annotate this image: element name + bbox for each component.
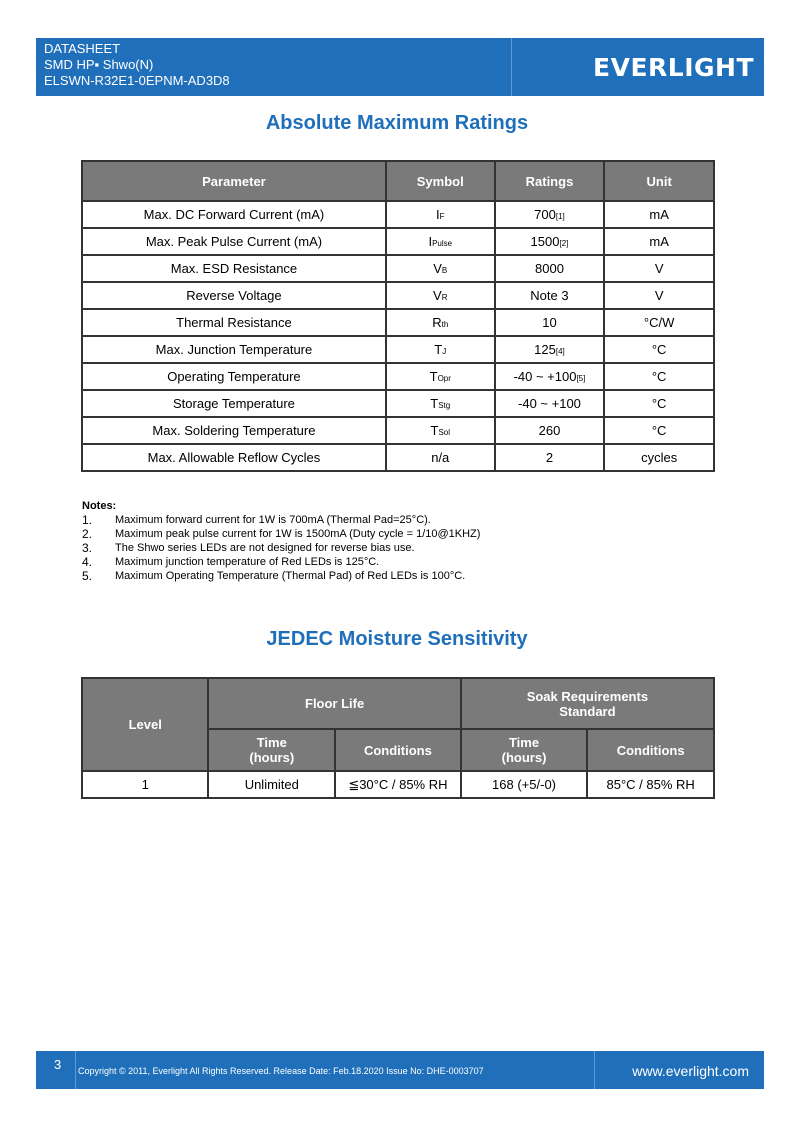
parameter-cell: [82, 282, 386, 309]
table-row: [82, 336, 714, 363]
unit-cell: [604, 201, 714, 228]
amr-header-symbol: Symbol: [386, 161, 495, 201]
rating-text: 8000: [535, 261, 564, 276]
parameter-cell: [82, 201, 386, 228]
table-row: [82, 255, 714, 282]
parameter-cell: [82, 363, 386, 390]
soak-requirements-header: Soak Requirements Standard: [461, 678, 714, 729]
symbol-cell: [386, 444, 495, 471]
unit-text: °C/W: [643, 315, 675, 330]
header-text: [44, 41, 230, 89]
note-item: 3. The Shwo series LEDs are not designed for reverse bias use.: [82, 541, 415, 555]
rating-cell: [495, 336, 605, 363]
parameter-cell: [82, 417, 386, 444]
sym-sub-text: Sol: [438, 428, 451, 437]
unit-cell: [604, 282, 714, 309]
sym-sub-text: B: [441, 266, 448, 275]
unit-text: °C: [651, 369, 667, 384]
soak-time-header: Time (hours): [461, 729, 588, 771]
parameter-cell: [82, 390, 386, 417]
floor-time-cell: Unlimited: [208, 771, 335, 798]
rating-cell: [495, 282, 605, 309]
parameter-cell: [82, 228, 386, 255]
amr-header-row: [82, 161, 714, 201]
rating-sub-text: [2]: [559, 239, 569, 248]
amr-header-parameter: Parameter: [82, 161, 386, 201]
header-divider: [511, 38, 512, 96]
unit-cell: [604, 255, 714, 282]
symbol-cell: [386, 309, 495, 336]
unit-text: °C: [651, 423, 667, 438]
rating-cell: [495, 309, 605, 336]
unit-text: V: [654, 261, 664, 276]
rating-text: 2: [545, 450, 554, 465]
sym-sub-text: F: [439, 212, 445, 221]
rating-sub-text: [5]: [576, 374, 586, 383]
param-text: Max. Junction Temperature: [155, 342, 313, 357]
floor-life-header: Floor Life: [208, 678, 460, 729]
sym-sub-text: th: [441, 320, 449, 329]
rating-cell: [495, 444, 605, 471]
table-row: [82, 771, 714, 798]
level-header: Level: [82, 678, 208, 771]
sym-text: n/a: [431, 450, 450, 465]
floor-time-header: Time (hours): [208, 729, 335, 771]
unit-text: cycles: [641, 450, 678, 465]
sym-sub-text: R: [441, 293, 448, 302]
param-text: Max. Allowable Reflow Cycles: [147, 450, 321, 465]
jedec-title: JEDEC Moisture Sensitivity: [266, 628, 528, 650]
unit-text: mA: [649, 234, 669, 249]
table-row: [82, 444, 714, 471]
page-footer: [36, 1051, 764, 1089]
rating-sub-text: [1]: [555, 212, 565, 221]
sym-text: V: [433, 288, 442, 303]
level-cell: 1: [82, 771, 208, 798]
param-text: Max. Soldering Temperature: [152, 423, 316, 438]
table-row: [82, 282, 714, 309]
symbol-cell: [386, 282, 495, 309]
sym-text: T: [429, 369, 438, 384]
sym-sub-text: Stg: [438, 401, 451, 410]
sym-sub-text: Opr: [437, 374, 451, 383]
unit-text: °C: [651, 342, 667, 357]
jedec-header-row-1: [82, 678, 714, 729]
floor-conditions-header: Conditions: [335, 729, 461, 771]
rating-text: 700: [534, 207, 556, 222]
amr-header-ratings: Ratings: [495, 161, 605, 201]
parameter-cell: [82, 255, 386, 282]
table-row: [82, 309, 714, 336]
symbol-cell: [386, 201, 495, 228]
footer-divider: [75, 1051, 76, 1089]
symbol-cell: [386, 228, 495, 255]
table-row: [82, 201, 714, 228]
notes-section: [82, 499, 480, 583]
amr-table: [81, 160, 715, 472]
sym-text: T: [434, 342, 443, 357]
header-line-3: ELSWN-R32E1-0EPNM-AD3D8: [44, 73, 230, 88]
notes-title: Notes:: [82, 500, 117, 512]
sym-text: I: [436, 207, 440, 222]
sym-text: T: [430, 423, 439, 438]
symbol-cell: [386, 390, 495, 417]
unit-cell: [604, 390, 714, 417]
rating-text: Note 3: [530, 288, 569, 303]
rating-cell: [495, 390, 605, 417]
unit-cell: [604, 228, 714, 255]
note-item: 1. Maximum forward current for 1W is 700mA (Thermal Pad=25°C).: [82, 513, 431, 527]
unit-cell: [604, 309, 714, 336]
parameter-cell: [82, 444, 386, 471]
param-text: Storage Temperature: [173, 396, 295, 411]
floor-conditions-cell: ≦30°C / 85% RH: [335, 771, 461, 798]
param-text: Reverse Voltage: [186, 288, 282, 303]
rating-text: 125: [534, 342, 556, 357]
amr-title: Absolute Maximum Ratings: [265, 112, 529, 134]
symbol-cell: [386, 255, 495, 282]
rating-text: -40 ~ +100: [513, 369, 577, 384]
sym-text: V: [433, 261, 442, 276]
unit-text: mA: [649, 207, 669, 222]
param-text: Max. Peak Pulse Current (mA): [145, 234, 323, 249]
everlight-logo: EVERLIGHT: [593, 53, 754, 82]
soak-conditions-header: Conditions: [587, 729, 714, 771]
table-row: [82, 417, 714, 444]
note-item: 5. Maximum Operating Temperature (Thermal Pad) of Red LEDs is 100°C.: [82, 569, 466, 583]
soak-conditions-cell: 85°C / 85% RH: [587, 771, 714, 798]
note-item: 4. Maximum junction temperature of Red LEDs is 125°C.: [82, 555, 380, 569]
rating-sub-text: [4]: [555, 347, 565, 356]
table-row: [82, 363, 714, 390]
rating-cell: [495, 255, 605, 282]
note-item: 2. Maximum peak pulse current for 1W is 1500mA (Duty cycle = 1/10@1KHZ): [82, 527, 481, 541]
rating-text: 1500: [530, 234, 560, 249]
symbol-cell: [386, 417, 495, 444]
sym-text: R: [432, 315, 442, 330]
param-text: Max. DC Forward Current (mA): [143, 207, 325, 222]
rating-text: 10: [542, 315, 557, 330]
table-row: [82, 228, 714, 255]
unit-cell: [604, 444, 714, 471]
header-line-2: SMD HP▪ Shwo(N): [44, 57, 154, 72]
unit-cell: [604, 336, 714, 363]
rating-cell: [495, 417, 605, 444]
sym-text: T: [430, 396, 439, 411]
parameter-cell: [82, 336, 386, 363]
website-link[interactable]: www.everlight.com: [632, 1063, 749, 1079]
symbol-cell: [386, 336, 495, 363]
rating-text: -40 ~ +100: [518, 396, 581, 411]
symbol-cell: [386, 363, 495, 390]
sym-sub-text: Pulse: [432, 239, 453, 248]
sym-sub-text: J: [442, 347, 447, 356]
rating-cell: [495, 201, 605, 228]
param-text: Max. ESD Resistance: [170, 261, 298, 276]
copyright-text: Copyright © 2011, Everlight All Rights Reserved. Release Date: Feb.18.2020 Issue No: DHE-0003707: [78, 1066, 484, 1076]
page-number: 3: [54, 1057, 62, 1072]
rating-cell: [495, 363, 605, 390]
footer-divider: [594, 1051, 595, 1089]
soak-time-cell: 168 (+5/-0): [461, 771, 588, 798]
jedec-table: [81, 677, 715, 799]
table-row: [82, 390, 714, 417]
unit-cell: [604, 363, 714, 390]
param-text: Thermal Resistance: [176, 315, 292, 330]
header-line-1: DATASHEET: [44, 41, 121, 56]
unit-text: °C: [651, 396, 667, 411]
rating-text: 260: [538, 423, 561, 438]
rating-cell: [495, 228, 605, 255]
page-header: [36, 38, 764, 96]
param-text: Operating Temperature: [167, 369, 301, 384]
sym-text: I: [428, 234, 433, 249]
parameter-cell: [82, 309, 386, 336]
unit-cell: [604, 417, 714, 444]
unit-text: V: [654, 288, 664, 303]
amr-header-unit: Unit: [604, 161, 714, 201]
